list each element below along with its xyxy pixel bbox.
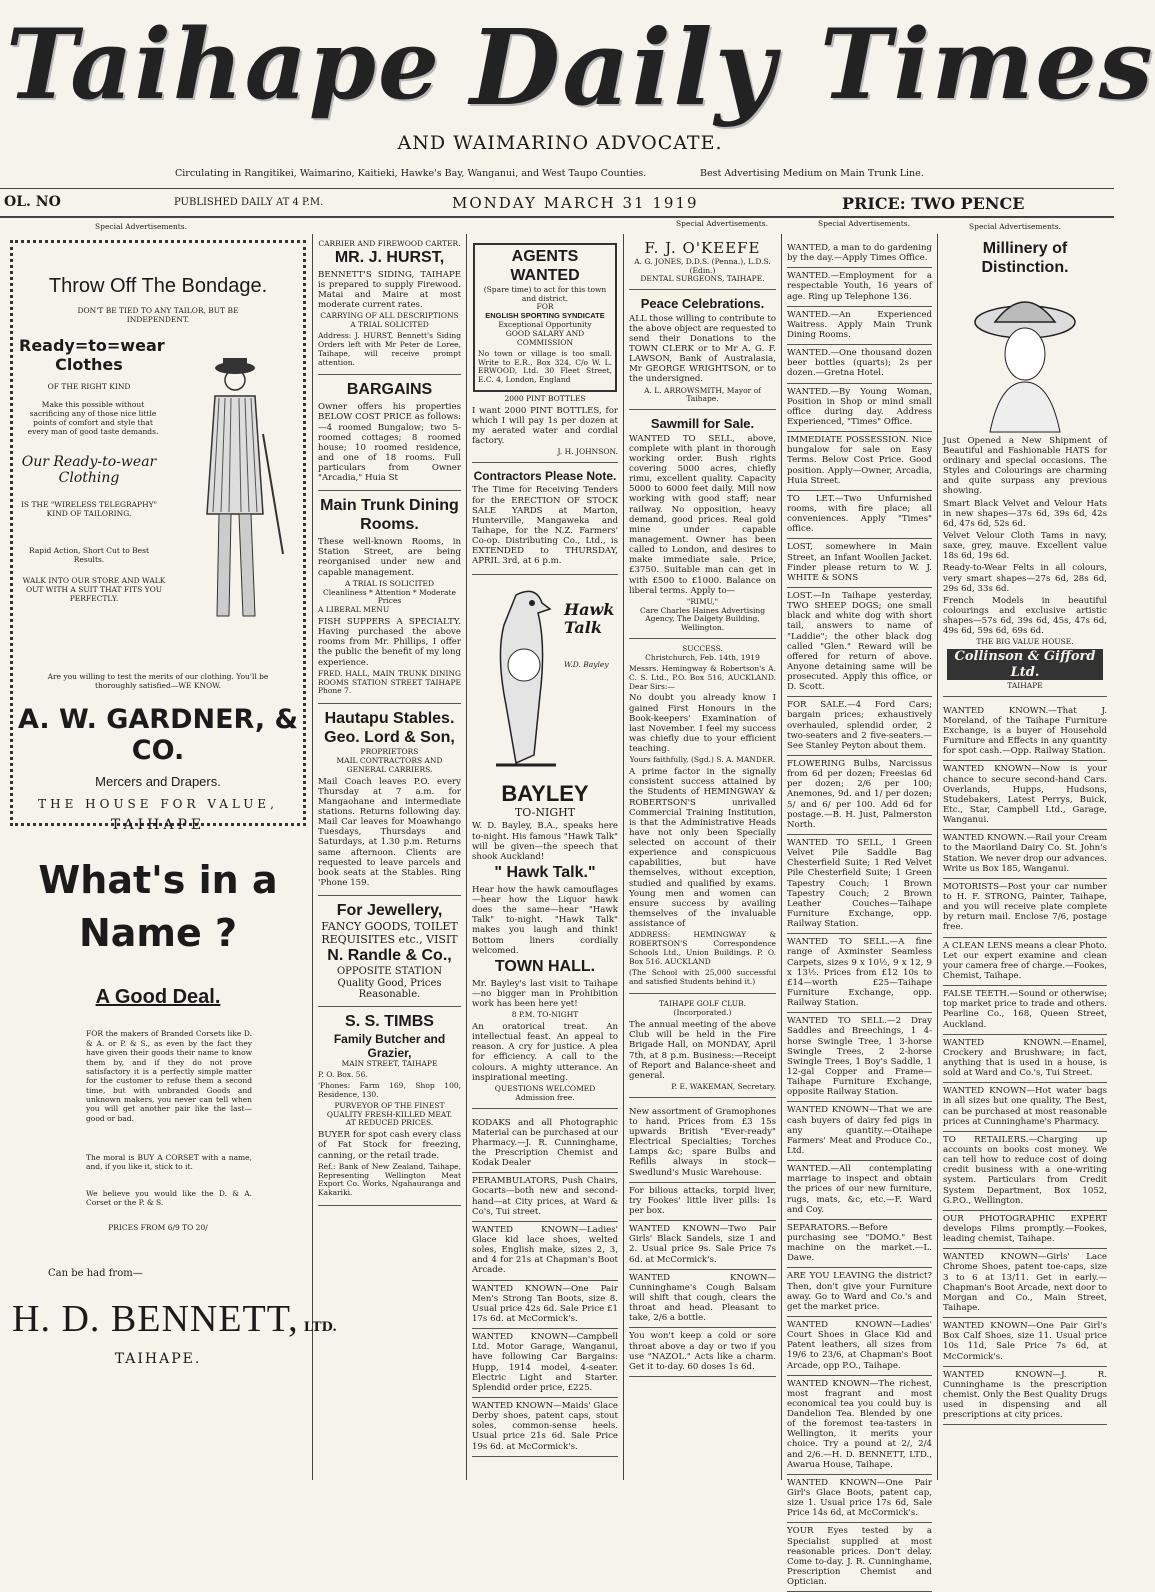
- classified-ad: TO LET.—Two Unfurnished rooms, with fire place; all conveniences. Apply "Times" office.: [787, 491, 932, 540]
- golf-inc: (Incorporated.): [673, 1008, 732, 1018]
- good-deal: A Good Deal.: [95, 986, 221, 1009]
- bennett-moral: The moral is BUY A CORSET with a name, and, if you like it, stick to it.: [86, 1153, 252, 1172]
- okeefe-title: F. J. O'KEEFE: [644, 239, 761, 257]
- success-body: No doubt you already know I gained First Honours in the Book-keepers' Examination of last November. I feel my success was chiefly due to your efficient teaching.: [629, 693, 776, 755]
- classified-ad: WANTED KNOWN—Now is your chance to secure second-hand Cars. Overlands, Hupps, Hudsons, Studebakers, Latest Perrys, Buick, Etc., Star, Campbell Ltd., Garage, Wanganui.: [943, 761, 1107, 830]
- special-ads-label: Special Advertisements.: [818, 219, 911, 228]
- agents-body: No town or village is too small. Write to E.R., Box 324, C/o W. L. ERWOOD, Ltd. 30 Fleet Street, E.C. 4, London, England: [478, 348, 612, 385]
- gardner-title: Throw Off The Bondage.: [48, 275, 268, 297]
- timbs-pobox: P. O. Box. 56.: [318, 1070, 368, 1080]
- millinery-title: Millinery of Distinction.: [981, 240, 1069, 276]
- agents-title: AGENTS WANTED: [510, 248, 580, 284]
- hurst-ad: [318, 240, 461, 375]
- hawk-talk-heading: " Hawk Talk.": [494, 864, 596, 882]
- stables-title: Hautapu Stables.: [324, 710, 455, 728]
- whats-in-a-name: What's in a Name ?: [38, 858, 278, 956]
- stables-props: PROPRIETORS: [360, 747, 419, 757]
- ready-to-wear-heading: Ready=to=wear Clothes: [19, 336, 165, 374]
- sawmill-title: Sawmill for Sale.: [650, 416, 755, 432]
- bayley-name: BAYLEY: [501, 780, 589, 806]
- town-hall: TOWN HALL.: [494, 957, 596, 975]
- classified-ad: A CLEAN LENS means a clear Photo. Let our expert examine and clean your camera free of charge.—Fookes, Chemist, Taihape.: [943, 938, 1107, 987]
- gentleman-illustration: [183, 354, 293, 624]
- gardner-body: Make this possible without sacrificing any of those nice little points of comfort and style that every man of good taste demands.: [27, 400, 159, 436]
- peace-ad: [629, 296, 776, 410]
- dining-owner: FRED. HALL, MAIN TRUNK DINING ROOMS STATION STREET TAIHAPE Phone 7.: [318, 668, 461, 696]
- column-6: [941, 240, 1109, 1479]
- bennett-body: FOR the makers of Branded Corsets like D. & A. or P. & S., as even by the fact they have given their goods their name to know them by, and if they do not prove satisfactory it is a perfectly simple matter for the customer to refuse them a second time, but with unbranded Goods and unknown makers, you never can tell when you will get another pair like the last—good or bad.: [86, 1029, 252, 1123]
- circulation-line: Circulating in Rangitikei, Waimarino, Kaitieki, Hawke's Bay, Wanganui, and West Taupo Counties.: [175, 168, 647, 179]
- hurst-carrying: CARRYING OF ALL DESCRIPTIONS: [320, 311, 459, 321]
- timbs-reduced: AT REDUCED PRICES.: [345, 1118, 434, 1128]
- willing: Are you willing to test the merits of our clothing. You'll be thoroughly satisfied—WE KNOW.: [47, 672, 269, 690]
- classified-ad: YOUR Eyes tested by a Specialist supplied at most reasonable prices. Don't delay. Come to-day. J. R. Cunninghame, Prescription Chemist and Optician.: [787, 1523, 932, 1592]
- dining-trial: A TRIAL IS SOLICITED: [344, 578, 435, 588]
- millinery-felts: Ready-to-Wear Felts in all colours, very smart shapes—27s 6d, 28s 6d, 29s 6d, 33s 6d.: [943, 563, 1107, 594]
- classified-ad: LOST.—In Taihape yesterday, TWO SHEEP DOGS; one small black and white dog with short tail, answers to name of "Laddie"; the other black dog called "Glen." Reward will be offered for return of above. Anyone detaining same will be prosecuted. Apply this office, or D. Scott.: [787, 588, 932, 697]
- classified-ad: ARE YOU LEAVING the district? Then, don't give your Furniture away. Go to Ward and Co.'s and get the market price.: [787, 1268, 932, 1317]
- right-kind: OF THE RIGHT KIND: [47, 382, 131, 391]
- bayley-treat: An oratorical treat. An intellectual feast. An appeal to reason. A cry for justice. A plea for efficiency. A call to the colours. A mighty utterance. An inspirational meeting.: [472, 1022, 618, 1083]
- dining-body: These well-known Rooms, in Station Street, are being reorganised under new and capable management.: [318, 537, 461, 578]
- timbs-street: MAIN STREET, TAIHAPE: [341, 1059, 438, 1069]
- column-rule: [937, 234, 938, 1480]
- timbs-ref: Ref.: Bank of New Zealand, Taihape, Representing Wellington Meat Export Co. Works, Ngahauranga and Kakariki.: [318, 1161, 461, 1198]
- wanted-ad: WANTED KNOWN—Two Pair Girls' Black Sandels, size 1 and 2. Usual price 9s. Sale Price 7s 6d. at McCormick's.: [629, 1221, 776, 1270]
- classified-ad: IMMEDIATE POSSESSION. Nice bungalow for sale on Easy Terms. Below Cost Price. Good position. Apply—Owner, Arcadia, Huia Street.: [787, 432, 932, 491]
- agents-salary: GOOD SALARY AND COMMISSION: [505, 328, 585, 347]
- millinery-town: TAIHAPE: [1007, 680, 1043, 690]
- okeefe-jones: A. G. JONES, D.D.S. (Penna.), L.D.S. (Edin.): [634, 256, 771, 275]
- wanted-ad: WANTED KNOWN—Cunninghame's Cough Balsam will shift that cough, clears the throat and head. Pleasant to take, 2/6 a bottle.: [629, 1270, 776, 1329]
- okeefe-ad: [629, 240, 776, 290]
- classified-ad: WANTED KNOWN—One Pair Girl's Box Calf Shoes, size 11. Usual price 10s 11d, Sale Price 7s 6d, at McCormick's.: [943, 1318, 1107, 1367]
- bargains-ad: [318, 381, 461, 491]
- peace-title: Peace Celebrations.: [640, 296, 765, 312]
- bargains-title: BARGAINS: [346, 381, 433, 399]
- success-address: ADDRESS: HEMINGWAY & ROBERTSON'S Correspondence Schools Ltd., Union Buildings. P. O. Box 516. AUCKLAND: [629, 930, 776, 966]
- gardner-tagline: DON'T BE TIED TO ANY TAILOR, BUT BE INDEPENDENT.: [77, 306, 239, 324]
- column-rule: [781, 234, 782, 1480]
- stables-body: Mail Coach leaves P.O. every Thursday at 7 a.m. for Mangaohane and intermediate stations. Returns following day. Mail Car leaves for Moawhango Tuesdays, Thursdays and Saturdays, at 1.30 p.m. Returns same afternoon. Clients are requested to leave parcels and book seats at the Stables. Ring 'Phone 159.: [318, 776, 461, 888]
- gardner-ad: [10, 240, 306, 833]
- hawk-talk-author: W.D. Bayley: [564, 659, 609, 669]
- price: PRICE: TWO PENCE: [842, 194, 1025, 213]
- mercers: Mercers and Drapers.: [95, 774, 221, 789]
- bottles-name: J. H. JOHNSON.: [557, 447, 618, 457]
- classified-ad: WANTED KNOWN—J. R. Cunninghame is the prescription chemist. Only the Best Quality Drugs used in dispensing and all prescriptions at city prices.: [943, 1367, 1107, 1426]
- classified-ad: WANTED KNOWN—The richest, most fragrant and most economical tea you could buy is Dandelion Tea. Blended by one of the foremost tea-tasters in Wellington, it merits your choice. Try a pound at 2/, 2/4 and 2/6.—H. D. BENNETT, LTD., Awarua House, Taihape.: [787, 1376, 932, 1475]
- rule: [0, 188, 1114, 189]
- bayley-last: Mr. Bayley's last visit to Taihape—no bigger man in Prohibition work has been here yet!: [472, 978, 618, 1010]
- classified-ad: WANTED.—All contemplating marriage to inspect and obtain the prices of our new furniture, rugs, mats, &c, etc.—F. Ward and Coy.: [787, 1161, 932, 1220]
- column-rule: [312, 234, 313, 1480]
- masthead: [0, 0, 1155, 236]
- ready-to-wear-2: Our Ready-to-wear Clothing: [21, 454, 157, 486]
- randle-opp: OPPOSITE STATION: [336, 965, 443, 977]
- golf-title: TAIHAPE GOLF CLUB.: [658, 999, 747, 1009]
- special-ads-label: Special Advertisements.: [969, 222, 1062, 231]
- big-value-house: THE BIG VALUE HOUSE.: [976, 637, 1074, 647]
- walk-in: WALK INTO OUR STORE AND WALK OUT WITH A SUIT THAT FITS YOU PERFECTLY.: [22, 576, 166, 603]
- classified-ad: WANTED TO SELL.—A fine range of Axminster Seamless Carpets, sizes 9 x 10½, 9 x 12, 9 x 13½. Prices from £12 10s to £14—worth £25—Taihape Furniture Exchange, opp. Railway Station.: [787, 934, 932, 1013]
- hurst-kicker: CARRIER AND FIREWOOD CARTER.: [318, 239, 461, 248]
- classified-ad: OUR PHOTOGRAPHIC EXPERT develops Films promptly.—Fookes, leading chemist, Taihape.: [943, 1211, 1107, 1249]
- success-school: (The School with 25,000 successful and satisfied Students behind it.): [629, 967, 776, 986]
- agents-opp: Exceptional Opportunity: [498, 320, 592, 330]
- hawk-illustration: [472, 581, 618, 781]
- bayley-time: 8 P.M. TO-NIGHT: [511, 1010, 579, 1020]
- bennett-town: TAIHAPE.: [114, 1351, 202, 1368]
- bottles-title: 2000 PINT BOTTLES: [504, 394, 586, 404]
- contractors-body: The Time for Receiving Tenders for the ERECTION OF STOCK SALE YARDS at Marton, Hunterville, Mangaweka and Taihape, for the N.Z. Farmers' Co-op. Distributing Co., Ltd., is EXTENDED to THURSDAY, APRIL 3rd, at 6 p.m.: [472, 485, 618, 567]
- success-tribute: A prime factor in the signally consistent success attained by the Students of HEMINGWAY & ROBERTSON'S unrivalled Commercial Training Institution, is that the Administrative Heads have not only been Specially selected on account of their experience and conspicuous capabilities, but have themselves, without exception, studied and qualified by exams. Young men and women can ensure success by availing themselves of the invaluable assistance of: [629, 767, 776, 930]
- wanted-ad: You won't keep a cold or sore throat above a day or two if you use "NAZOL." Acts like a charm. Get it to-day. 60 doses 1s 6d.: [629, 1328, 776, 1377]
- golf-ad: [629, 1000, 776, 1097]
- column-3: [470, 240, 620, 1479]
- classified-ad: WANTED KNOWN.—Enamel, Crockery and Brushware; in fact, anything that is used in a house, is sold at Ward and Co.'s, Tui Street.: [943, 1035, 1107, 1084]
- title-times: Times: [820, 8, 1155, 121]
- title-daily: Daily: [470, 6, 778, 129]
- bargains-body: Owner offers his properties BELOW COST PRICE as follows:—4 roomed Bungalow; two 5-roomed cottages; 8 roomed house; 10 roomed residence, and one of 18 rooms. Full particulars from Owner "Arcadia," Huia St: [318, 402, 461, 484]
- classified-ad: FOR SALE.—4 Ford Cars; bargain prices; exhaustively overhauled, splendid order, 2 two-seaters and 2 five-seaters.—See Stanley Peyton about them.: [787, 697, 932, 756]
- randle-name: N. Randle & Co.,: [327, 946, 452, 964]
- bennett-name: H. D. BENNETT,: [12, 1298, 299, 1341]
- rapid: Rapid Action, Short Cut to Best Results.: [29, 546, 149, 564]
- gramophones-ad: New assortment of Gramophones to hand. Prices from £3 15s upwards British "Ever-ready" Electrical Specialties; Torches Lamps &c; spare Bulbs and Refills always in stock—Swedlund's Music Warehouse.: [629, 1104, 776, 1183]
- sawmill-ad: [629, 416, 776, 639]
- column-2: [316, 240, 463, 1479]
- dining-ad: [318, 497, 461, 704]
- best-medium: Best Advertising Medium on Main Trunk Line.: [700, 168, 924, 179]
- randle-quality: Quality Good, Prices Reasonable.: [337, 977, 442, 1001]
- collinson-gifford: Collinson & Gifford Ltd.: [947, 649, 1103, 680]
- randle-sub: FANCY GOODS, TOILET REQUISITES etc., VISIT: [321, 919, 458, 946]
- stables-firm: Geo. Lord & Son,: [324, 729, 455, 747]
- bennett-prices: PRICES FROM 6/9 TO 20/: [108, 1223, 208, 1233]
- success-to: Messrs. Hemingway & Robertson's A. C. S. Ltd., P.O. Box 516, AUCKLAND. Dear Sirs:—: [629, 663, 776, 691]
- wireless: IS THE "WIRELESS TELEGRAPHY" KIND OF TAILORING.: [20, 500, 158, 518]
- prams-ad: PERAMBULATORS, Push Chairs, Gocarts—both new and second-hand—at City prices, at Ward & Co's, Tui street.: [472, 1173, 618, 1222]
- bennett-ad: [12, 840, 337, 1475]
- classified-ad: WANTED, a man to do gardening by the day.—Apply Times Office.: [787, 240, 932, 268]
- classified-ad: WANTED TO SELL.—2 Dray Saddles and Breechings, 1 4-horse Swingle Tree, 1 3-horse Swingle Trees, 2 2-horse Swingle Trees, 1 Boy's Saddle, 1 12-gal Copper and Frame—Taihape Furniture Exchange, opposite Railway Station.: [787, 1013, 932, 1102]
- classified-ad: WANTED KNOWN—Girls' Lace Chrome Shoes, patent toe-caps, size 3 to 6 at 13/11. Get in early.—Chapman's Boot Arcade, next door to Morgan and Co., Main Street, Taihape.: [943, 1249, 1107, 1318]
- success-ad: [629, 645, 776, 994]
- agents-ad: [473, 243, 617, 392]
- peace-body: ALL those willing to contribute to the above object are requested to send their Donations to the TOWN CLERK or to Mr A. G. F. LAWSON, Bank of Australasia, Mr GEORGE WRIGHTSON, or to the undersigned.: [629, 313, 776, 385]
- classified-ad: MOTORISTS—Post your car number to H. F. STRONG, Painter, Taihape, and you will receive plate complete by return mail. Enclose 7/6, postage free.: [943, 879, 1107, 938]
- sawmill-body: WANTED TO SELL, above, complete with plant in thorough working order. Bush rights covering 5000 acres, chiefly rimu, excellent quality. Capacity 5000 to 6000 feet daily. Mill now working with good staff; near railway. No opposition, heavy demand, good prices. Real gold mine under capable management. Owner has been called to London, and desires to make immediate sale. Price, £3750. Suitable man can get in with £500 to £1000. Balance on liberal terms. Apply to—: [629, 433, 776, 596]
- hawk-hear: Hear how the hawk camouflages—hear how the Liquor hawk does the same—hear "Hawk Talk" to-night. "Hawk Talk" makes you laugh and think! Bottom liners cordially welcomed.: [472, 884, 618, 956]
- wanted-ad: WANTED KNOWN—Maids' Glace Derby shoes, patent caps, stout soles, common-sense heels. Usual price 21s 6d. Sale Price 19s 6d. at McCormick's.: [472, 1398, 618, 1457]
- sawmill-rimu: "RIMU,": [686, 596, 719, 606]
- agents-syndicate: ENGLISH SPORTING SYNDICATE: [485, 311, 605, 321]
- success-sign: Yours faithfully, (Sgd.) S. A. MANDER.: [629, 755, 776, 765]
- column-4: [627, 240, 778, 1479]
- column-5: [785, 240, 934, 1588]
- timbs-phones: 'Phones: Farm 169, Shop 100, Residence, 130.: [318, 1081, 461, 1099]
- lady-hat-illustration: [970, 282, 1080, 432]
- millinery-smart: Smart Black Velvet and Velour Hats in new shapes—37s 6d, 39s 6d, 42s 6d, 47s 6d, 52s 6d.: [943, 498, 1107, 529]
- classified-ad: WANTED KNOWN—Hot water bags in all sizes but one quality, The Best, can be purchased at most reasonable prices at Cunninghame's Pharmacy.: [943, 1083, 1107, 1132]
- subtitle: AND WAIMARINO ADVOCATE.: [397, 132, 723, 154]
- gardner-firm: A. W. GARDNER, & CO.: [17, 704, 299, 766]
- sawmill-care: Care Charles Haines Advertising Agency, The Dalgety Building, Wellington.: [640, 605, 765, 633]
- classified-ad: TO RETAILERS.—Charging up accounts on books cost money. We can tell how to reduce cost of doing credit business with a one-writing system. Particulars from Credit System Department, Box 1052, G.P.O., Wellington.: [943, 1132, 1107, 1211]
- randle-ad: [318, 902, 461, 1007]
- column-rule: [466, 234, 467, 1480]
- hawk-icon: [476, 585, 566, 775]
- had-from: Can be had from—: [48, 1268, 143, 1280]
- bayley-admission: Admission free.: [515, 1092, 575, 1102]
- stables-ad: [318, 710, 461, 896]
- classified-ad: WANTED.—By Young Woman, Position in Shop or mind small office during day. Address Experienced, "Times" Office.: [787, 384, 932, 433]
- volume: OL. NO: [4, 194, 61, 210]
- golf-secretary: P. E. WAKEMAN, Secretary.: [671, 1081, 776, 1091]
- classified-ad: WANTED KNOWN.—Rail your Cream to the Maoriland Dairy Co. St. John's Station. We never drop our advances. Write us Box 185, Wanganui.: [943, 830, 1107, 879]
- randle-title: For Jewellery,: [336, 902, 443, 920]
- millinery-french: French Models in beautiful colourings and exclusive artistic shapes—57s 6d, 39s 6d, 45s, 47s 6d, 49s 6d, 59s 6d, 69s 6d.: [943, 595, 1107, 637]
- contractors-title: Contractors Please Note.: [473, 469, 617, 484]
- millinery-ad: [943, 240, 1107, 697]
- special-ads-label: Special Advertisements.: [676, 219, 769, 228]
- timbs-buyer: BUYER for spot cash every class of Fat Stock for freezing, canning, or the retail trade.: [318, 1130, 461, 1161]
- classified-ad: LOST, somewhere in Main Street, an Infant Woollen Jacket. Finder please return to W. J. WHITE & SONS: [787, 539, 932, 588]
- rule: [0, 216, 1114, 218]
- timbs-title: S. S. TIMBS: [345, 1013, 434, 1031]
- gardner-town: TAIHAPE: [110, 817, 206, 833]
- classified-ad: FLOWERING Bulbs, Narcissus from 6d per dozen; Freesias 6d per dozen; 2/6 per 100; Anemones, 9d. and 1/ per dozen; 5/ and 6/ per 100. Add 6d for postage.—B. H. Just, Palmerston North.: [787, 756, 932, 835]
- bottles-body: I want 2000 PINT BOTTLES, for which I will pay 1s per dozen at my aerated water and cordial factory.: [472, 405, 618, 447]
- agents-spare: (Spare time) to act for this town and district.: [483, 284, 607, 303]
- special-ads-label: Special Advertisements.: [95, 222, 188, 231]
- timbs-ad: [318, 1013, 461, 1206]
- agents-for: FOR: [536, 302, 554, 312]
- bilious-ad: For bilious attacks, torpid liver, try Fookes' little liver pills: 1s per box.: [629, 1183, 776, 1221]
- hawk-talk-title-art: Hawk Talk: [564, 599, 615, 638]
- dining-menu: A LIBERAL MENU: [318, 605, 390, 615]
- issue-date: MONDAY MARCH 31 1919: [452, 194, 699, 212]
- bottles-ad: [472, 395, 618, 463]
- classified-ad: WANTED TO SELL, 1 Green Velvet Pile Saddle Bag Chesterfield Suite; 1 Red Velvet Pile Chesterfield Suite; 1 Green Tapestry Couch; 1 Brown Tapestry Couch; 2 Brown Leather Couches—Taihape Furniture Exchange, opp. Railway Station.: [787, 835, 932, 934]
- dining-fish: FISH SUPPERS A SPECIALTY. Having purchased the above rooms from Mr. Phillips, I offer the public the benefit of my long experience.: [318, 617, 461, 668]
- hurst-address: Address: J. HURST, Bennett's Siding Orders left with Mr Peter de Loree, Taihape, will receive prompt attention.: [318, 330, 461, 367]
- wanted-ad: WANTED KNOWN—One Pair Men's Strong Tan Boots, size 8. Usual price 42s 6d. Sale Price £1 17s 6d. at McCormick's.: [472, 1281, 618, 1330]
- kodaks-ad: KODAKS and all Photographic Material can be purchased at our Pharmacy.—J. R. Cunninghame, the Prescription Chemist and Kodak Dealer: [472, 1115, 618, 1174]
- wanted-ad: WANTED KNOWN—Ladies' Glace kid lace shoes, welted soles, English make, sizes 2, 3, and 4 for 21s at Chapman's Boot Arcade.: [472, 1222, 618, 1281]
- classified-ad: SEPARATORS.—Before purchasing see "DOMO." Best machine on the market.—L. Dawe.: [787, 1220, 932, 1269]
- classified-ad: WANTED.—Employment for a respectable Youth, 16 years of age. Ring up Telephone 136.: [787, 268, 932, 306]
- hurst-name: MR. J. HURST,: [334, 248, 445, 266]
- golf-body: The annual meeting of the above Club will be held in the Fire Brigade Hall, on MONDAY, April 7th, at 8 p.m. Business:—Receipt of Report and Balance-sheet and general.: [629, 1020, 776, 1081]
- bennett-ltd: LTD.: [303, 1320, 337, 1336]
- wanted-ad: WANTED KNOWN—Campbell Ltd. Motor Garage, Wanganui, have following Car Bargains: Hupp, 1914 model, 4-seater. Electric Light and Starter. Splendid order price, £225.: [472, 1329, 618, 1398]
- title-taihape: Taihape: [6, 8, 442, 121]
- okeefe-dental: DENTAL SURGEONS, TAIHAPE.: [640, 274, 765, 284]
- column-rule: [623, 234, 624, 1480]
- classified-ad: WANTED KNOWN—Ladies' Court Shoes in Glace Kid and Patent leathers, all sizes from 19/6 to 23/6, at Chapman's Boot Arcade, opp P.O., Taihape.: [787, 1317, 932, 1376]
- millinery-cloth: Velvet Velour Cloth Tams in navy, saxe, grey, mauve. Excellent value 18s 6d, 19s 6d.: [943, 531, 1107, 562]
- hurst-body: BENNETT'S SIDING, TAIHAPE is prepared to supply Firewood. Matai and Maire at most moderate current rates.: [318, 269, 461, 311]
- hawk-talk-ad: [472, 581, 618, 1109]
- bayley-questions: QUESTIONS WELCOMED: [494, 1083, 596, 1093]
- classified-ad: WANTED.—An Experienced Waitress. Apply Main Trunk Dining Rooms.: [787, 307, 932, 345]
- success-date: Christchurch, Feb. 14th, 1919: [645, 653, 760, 663]
- bayley-tonight: TO-NIGHT: [514, 805, 576, 819]
- success-title: SUCCESS.: [682, 644, 723, 654]
- classified-ad: FALSE TEETH.—Sound or otherwise; top market price to trade and others. Pearline Co., 168, Queen Street, Auckland.: [943, 986, 1107, 1035]
- dining-clean: Cleanliness * Attention * Moderate Prices: [323, 587, 456, 606]
- house-for-value: THE HOUSE FOR VALUE,: [38, 797, 278, 811]
- hurst-trial: A TRIAL SOLICITED: [350, 320, 429, 330]
- peace-name: A. L. ARROWSMITH, Mayor of Taihape.: [644, 385, 761, 404]
- classified-ad: WANTED.—One thousand dozen beer bottles (quarts); 2s per dozen.—Gretna Hotel.: [787, 345, 932, 383]
- millinery-body: Just Opened a New Shipment of Beautiful and Fashionable HATS for ordinary and special occasions. The Styles and Colourings are charming and quite surpass any previous showing.: [943, 435, 1107, 497]
- bayley-body: W. D. Bayley, B.A., speaks here to-night. His famous "Hawk Talk" will be given—the speech that shook Auckland!: [472, 821, 618, 862]
- contractors-ad: [472, 469, 618, 574]
- dining-title: Main Trunk Dining Rooms.: [320, 497, 459, 534]
- timbs-purveyor: PURVEYOR OF THE FINEST QUALITY FRESH-KILLED MEAT.: [326, 1100, 453, 1119]
- classified-ad: WANTED KNOWN—That we are cash buyers of dairy fed pigs in any quantity.—Otaihape Farmers' Meat and Produce Co., Ltd.: [787, 1102, 932, 1161]
- published: PUBLISHED DAILY AT 4 P.M.: [174, 197, 324, 208]
- classified-ad: WANTED KNOWN—One Pair Girl's Glace Boots, patent cap, size 1. Usual price 17s 6d, Sale Price 14s 6d, at McCormick's.: [787, 1475, 932, 1524]
- classified-ad: WANTED KNOWN.—That J. Moreland, of the Taihape Furniture Exchange, is a buyer of Household Furniture and Effects in any quantity for spot cash.—Opp. Railway Station.: [943, 703, 1107, 762]
- timbs-sub: Family Butcher and Grazier,: [333, 1032, 446, 1061]
- stables-mail: MAIL CONTRACTORS AND GENERAL CARRIERS.: [336, 755, 443, 774]
- bennett-believe: We believe you would like the D. & A. Corset or the P. & S.: [86, 1189, 252, 1208]
